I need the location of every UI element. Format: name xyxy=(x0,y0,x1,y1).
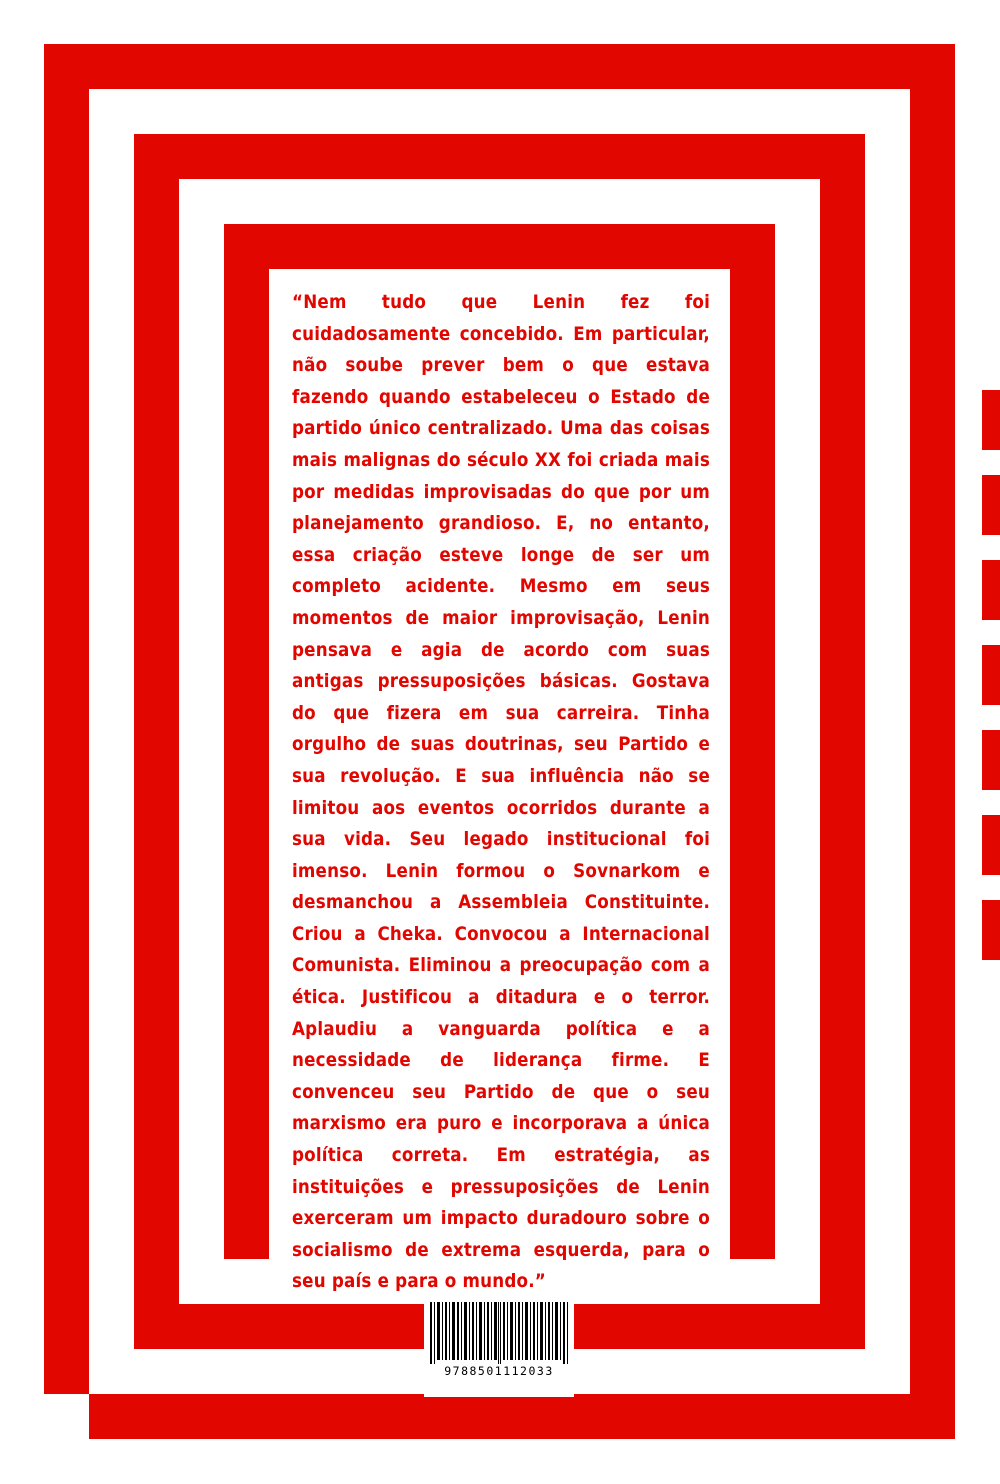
back-cover-quote: “Nem tudo que Lenin fez foi cuidadosamente concebido. Em particular, não soube prever bem o que estava fazendo quando estabeleceu o Estado de partido único centralizado. Uma das coisas mais malignas do século XX foi criada mais por medidas improvisadas do que por um planejamento grandioso. E, no entanto, essa criação esteve longe de ser um completo acidente. Mesmo em seus momentos de maior improvisação, Lenin pensava e agia de acordo com suas antigas pressuposições básicas. Gostava do que fizera em sua carreira. Tinha orgulho de suas doutrinas, seu Partido e sua revolução. E sua influência não se limitou aos eventos ocorridos durante a sua vida. Seu legado institucional foi imenso. Lenin formou o Sovnarkom e desmanchou a Assembleia Constituinte. Criou a Cheka. Convocou a Internacional Comunista. Eliminou a preocupação com a ética. Justificou a ditadura e o terror. Aplaudiu a vanguarda política e a necessidade de liderança firme. E convenceu seu Partido de que o seu marxismo era puro e incorporava a única política correta. Em estratégia, as instituições e pressuposições de Lenin exerceram um impacto duradouro sobre o socialismo de extrema esquerda, para o seu país e para o mundo.” xyxy=(292,292,710,1293)
spine-mark xyxy=(982,900,1000,960)
spine-mark xyxy=(982,560,1000,620)
spine-mark xyxy=(982,390,1000,450)
spine-mark xyxy=(982,645,1000,705)
spine-marks xyxy=(982,390,1000,985)
spine-mark xyxy=(982,730,1000,790)
frame-opening xyxy=(44,1394,89,1439)
barcode xyxy=(424,1300,574,1382)
spine-mark xyxy=(982,815,1000,875)
barcode-bars xyxy=(430,1302,568,1364)
isbn-number: 9788501112033 xyxy=(444,1364,554,1378)
spine-mark xyxy=(982,475,1000,535)
